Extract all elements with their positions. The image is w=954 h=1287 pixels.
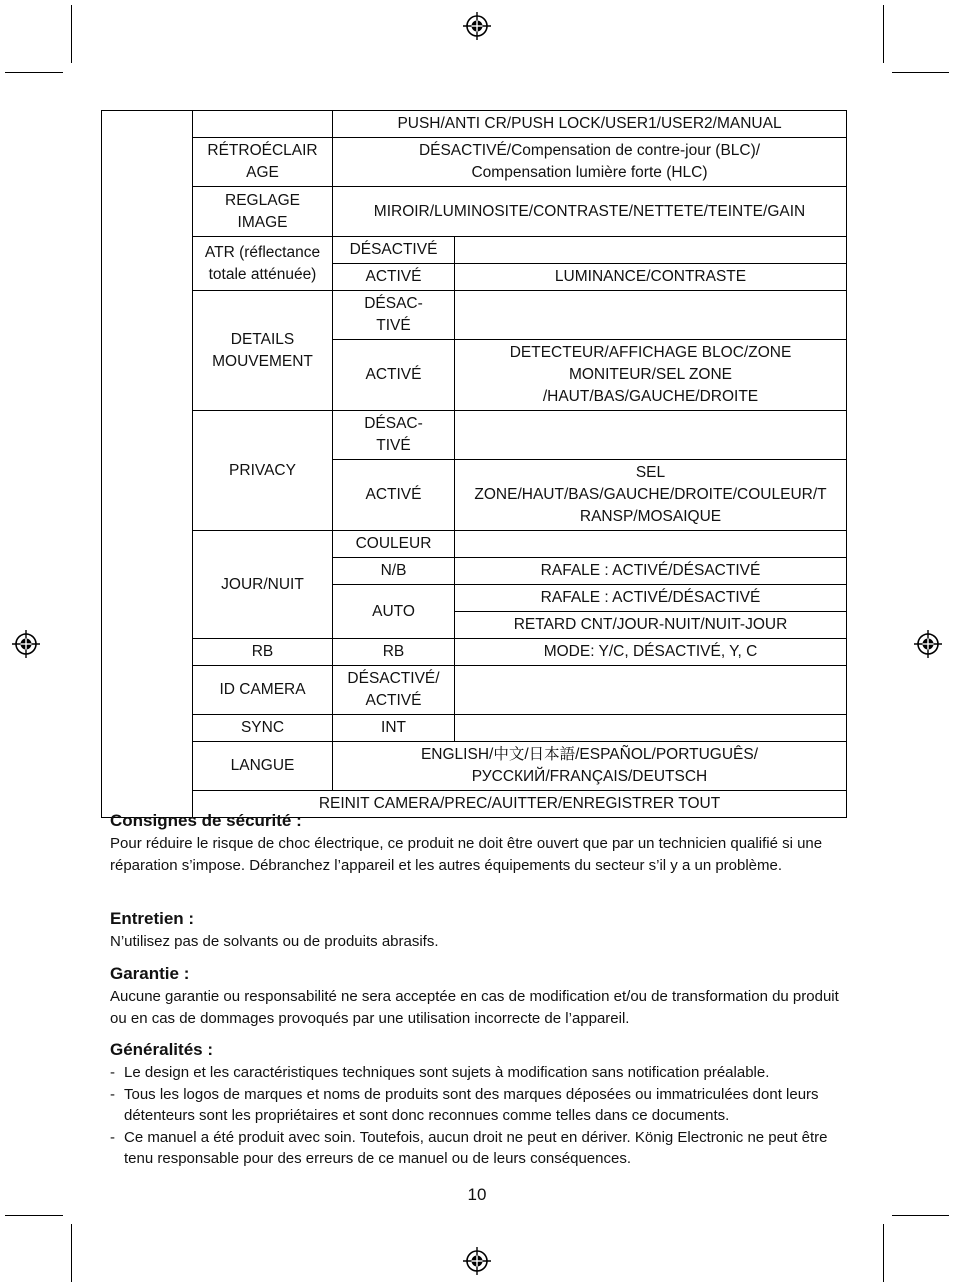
table-row [102, 666, 847, 715]
table-cell: MIROIR/LUMINOSITE/CONTRASTE/NETTETE/TEINTE/GAIN [333, 187, 847, 237]
table-cell: COULEUR [333, 531, 455, 558]
row-label-details-mouvement: DETAILS MOUVEMENT [193, 291, 333, 411]
list-item-text: Le design et les caractéristiques techniques sont sujets à modification sans notification préalable. [124, 1064, 770, 1081]
row-label-sync: SYNC [193, 715, 333, 742]
crop-mark [71, 1224, 72, 1282]
table-row [102, 742, 847, 791]
table-cell: RB [333, 639, 455, 666]
bullet-dash: - [110, 1085, 115, 1103]
table-cell: DÉSAC- TIVÉ [333, 291, 455, 340]
table-cell: REINIT CAMERA/PREC/AUITTER/ENREGISTRER TOUT [193, 791, 847, 818]
crop-mark [5, 72, 63, 73]
table-cell: MODE: Y/C, DÉSACTIVÉ, Y, C [455, 639, 847, 666]
crop-mark [883, 1224, 884, 1282]
list-item [110, 1062, 855, 1084]
table-cell: AUTO [333, 585, 455, 639]
table-cell: N/B [333, 558, 455, 585]
section-title: Entretien : [110, 909, 195, 928]
crop-mark [892, 72, 949, 73]
table-cell [455, 715, 847, 742]
table-cell [455, 666, 847, 715]
settings-table [101, 110, 847, 818]
row-label-reglage-image: REGLAGE IMAGE [193, 187, 333, 237]
section-title: Garantie : [110, 964, 190, 983]
table-left-column [102, 111, 193, 818]
row-label-rb: RB [193, 639, 333, 666]
row-label-retroeclairage: RÉTROÉCLAIR AGE [193, 138, 333, 187]
crop-mark [883, 5, 884, 63]
table-cell: SEL ZONE/HAUT/BAS/GAUCHE/DROITE/COULEUR/T RANSP/MOSAIQUE [455, 460, 847, 531]
row-label-privacy: PRIVACY [193, 411, 333, 531]
table-row [102, 187, 847, 237]
page-number: 10 [467, 1185, 487, 1204]
registration-mark-icon [913, 629, 943, 659]
list-item-text: Ce manuel a été produit avec soin. Toutefois, aucun droit ne peut en dériver. König Electronic ne peut être tenu responsable pour des erreurs de ce manuel ou de leurs conséquences. [124, 1128, 828, 1167]
section-body: N’utilisez pas de solvants ou de produits abrasifs. [110, 933, 439, 950]
row-label-id-camera: ID CAMERA [193, 666, 333, 715]
table-cell: RAFALE : ACTIVÉ/DÉSACTIVÉ [455, 585, 847, 612]
table-row [102, 237, 847, 264]
crop-mark [71, 5, 72, 63]
table-cell [455, 411, 847, 460]
table-row [102, 715, 847, 742]
row-label-langue: LANGUE [193, 742, 333, 791]
table-row [102, 411, 847, 460]
bullet-list [110, 1062, 855, 1170]
crop-mark [5, 1215, 63, 1216]
section-securite [110, 810, 855, 876]
bullet-dash: - [110, 1064, 115, 1081]
section-garantie [110, 963, 855, 1029]
table-cell: DETECTEUR/AFFICHAGE BLOC/ZONE MONITEUR/SEL ZONE /HAUT/BAS/GAUCHE/DROITE [455, 340, 847, 411]
section-title: Consignes de sécurité : [110, 811, 302, 830]
bullet-dash: - [110, 1128, 115, 1146]
table-cell: DÉSACTIVÉ/Compensation de contre-jour (BLC)/ Compensation lumière forte (HLC) [333, 138, 847, 187]
table-row [102, 138, 847, 187]
table-cell [455, 291, 847, 340]
table-cell: RETARD CNT/JOUR-NUIT/NUIT-JOUR [455, 612, 847, 639]
table-cell: LUMINANCE/CONTRASTE [455, 264, 847, 291]
row-label-atr: ATR (réflectance totale atténuée) [193, 237, 333, 291]
table-cell: ENGLISH/中文/日本語/ESPAÑOL/PORTUGUÊS/ РУССКИЙ/FRANÇAIS/DEUTSCH [333, 742, 847, 791]
table-cell: ACTIVÉ [333, 340, 455, 411]
table-row [102, 639, 847, 666]
list-item [110, 1084, 855, 1127]
table-row [102, 291, 847, 340]
table-cell: DÉSACTIVÉ/ ACTIVÉ [333, 666, 455, 715]
row-label-jour-nuit: JOUR/NUIT [193, 531, 333, 639]
registration-mark-icon [11, 629, 41, 659]
table-cell: RAFALE : ACTIVÉ/DÉSACTIVÉ [455, 558, 847, 585]
table-cell: ACTIVÉ [333, 460, 455, 531]
list-item-text: Tous les logos de marques et noms de produits sont des marques déposées ou immatriculées dont leurs détenteurs sont les propriétaires et sont donc reconnues comme telles dans ce documents. [124, 1085, 819, 1124]
crop-mark [892, 1215, 949, 1216]
table-row [102, 531, 847, 558]
table-cell: PUSH/ANTI CR/PUSH LOCK/USER1/USER2/MANUAL [333, 111, 847, 138]
table-cell: DÉSACTIVÉ [333, 237, 455, 264]
table-cell [455, 237, 847, 264]
section-body: Pour réduire le risque de choc électrique, ce produit ne doit être ouvert que par un technicien qualifié si une réparation s’impose. Débranchez l’appareil et les autres équipements du secteur s’il y a un problème. [110, 835, 823, 874]
section-entretien [110, 908, 855, 953]
section-title: Généralités : [110, 1040, 213, 1059]
table-cell: DÉSAC- TIVÉ [333, 411, 455, 460]
table-cell [193, 111, 333, 138]
table-cell: ACTIVÉ [333, 264, 455, 291]
table-row [102, 111, 847, 138]
registration-mark-icon [462, 1246, 492, 1276]
table-cell: INT [333, 715, 455, 742]
registration-mark-icon [462, 11, 492, 41]
section-generalites [110, 1039, 855, 1170]
section-body: Aucune garantie ou responsabilité ne sera acceptée en cas de modification et/ou de transformation du produit ou en cas de dommages provoqués par une utilisation incorrecte de l’appareil. [110, 988, 839, 1027]
list-item [110, 1127, 855, 1170]
table-cell [455, 531, 847, 558]
